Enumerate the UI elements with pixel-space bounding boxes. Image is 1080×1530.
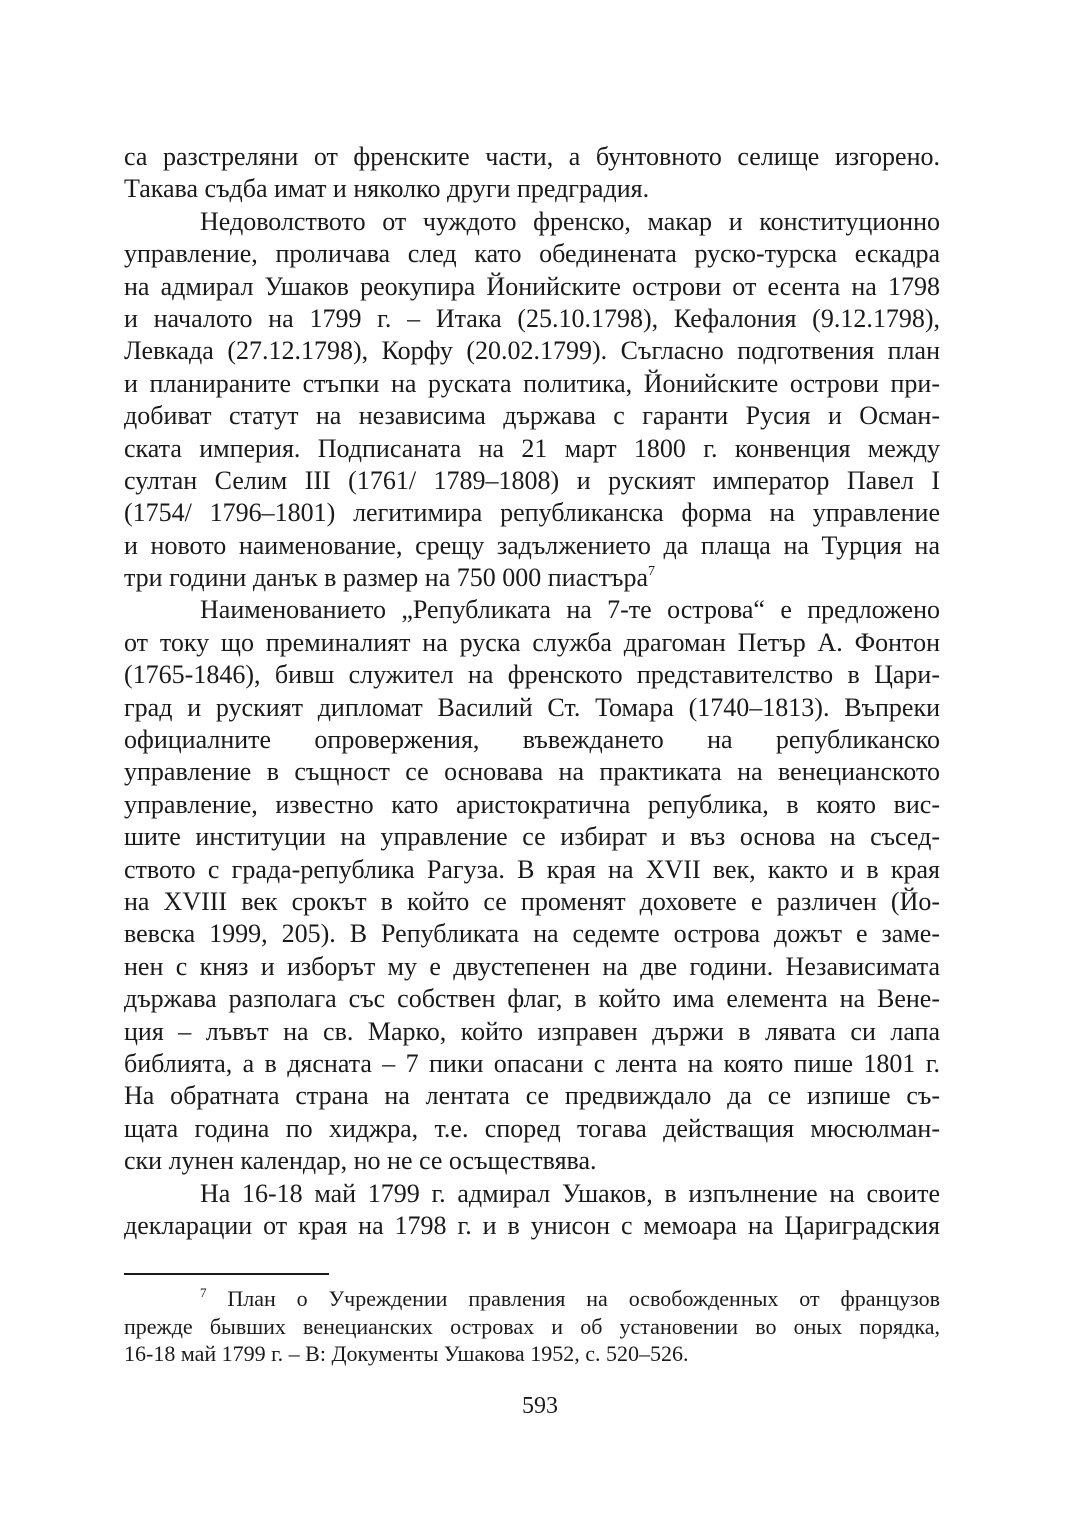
text-line: на XVIII век срокът в който се променят доховете е различен (Йо-	[124, 886, 940, 916]
text-line: нен с княз и изборът му е двустепенен на две години. Независимата	[124, 951, 940, 981]
text-line: (1754/ 1796–1801) легитимира републиканска форма на управление	[124, 498, 940, 528]
text-line: град и руският дипломат Василий Ст. Томара (1740–1813). Въпреки	[124, 692, 940, 722]
text-line: държава разполага със собствен флаг, в който има елемента на Вене-	[124, 984, 940, 1014]
text-line: и началото на 1799 г. – Итака (25.10.1798), Кефалония (9.12.1798),	[124, 303, 940, 333]
text-line: на адмирал Ушаков реокупира Йонийските острови от есента на 1798	[124, 271, 940, 301]
text-line: и новото наименование, срещу задължението да плаща на Турция на	[124, 530, 940, 560]
footnote-marker: 7	[200, 1285, 207, 1300]
text-line: добиват статут на независима държава с гаранти Русия и Осман-	[124, 401, 940, 431]
footnote-line	[124, 1285, 940, 1313]
text-line: султан Селим III (1761/ 1789–1808) и руският император Павел I	[124, 465, 940, 495]
footnote-divider	[124, 1273, 329, 1275]
text-line: (1765-1846), бивш служител на френското представителство в Цари-	[124, 660, 940, 690]
footnote-line: 16-18 май 1799 г. – В: Документы Ушакова 1952, с. 520–526.	[124, 1341, 689, 1366]
page-number: 593	[522, 1393, 558, 1419]
text-line-with-footnote	[124, 562, 940, 594]
text-line: На обратната страна на лентата се предвиждало да се изпише съ-	[124, 1081, 940, 1111]
text-line: ция – лъвът на св. Марко, който изправен държи в лявата си лапа	[124, 1016, 940, 1046]
footnote-line: прежде бывших венецианских островах и об установении во оных порядка,	[124, 1313, 940, 1339]
text-line: вевска 1999, 205). В Републиката на седемте острова дожът е заме-	[124, 919, 940, 949]
text-line: официалните опровержения, въвеждането на републиканско	[124, 725, 940, 755]
text-line: библията, а в дясната – 7 пики опасани с лента на която пише 1801 г.	[124, 1048, 940, 1078]
main-text	[124, 141, 940, 1242]
text-line: ски лунен календар, но не се осъществява.	[124, 1146, 597, 1176]
footnote-text: План о Учреждении правления на освобожденных от французов	[227, 1286, 940, 1311]
text-line: шите институции на управление се избират и въз основа на съсед-	[124, 822, 940, 852]
text-line: управление, известно като аристократична република, в която вис-	[124, 789, 940, 819]
text-line: декларации от края на 1798 г. и в унисон с мемоара на Цариградския	[124, 1210, 940, 1240]
text-line: управление, проличава след като обединената руско-турска ескадра	[124, 239, 940, 269]
text-line: ството с града-република Рагуза. В края на XVII век, както и в края	[124, 854, 940, 884]
paragraph-start: На 16-18 май 1799 г. адмирал Ушаков, в изпълнение на своите	[200, 1178, 940, 1208]
footnote-reference[interactable]: 7	[648, 564, 656, 580]
paragraph-start: Недоволството от чуждото френско, макар и конституционно	[200, 206, 940, 236]
paragraph-start: Наименованието „Републиката на 7-те острова“ е предложено	[200, 595, 940, 625]
text-line: Такава съдба имат и няколко други предградия.	[124, 174, 650, 204]
text-line-content: три години данък в размер на 750 000 пиастъра	[124, 563, 649, 593]
text-line: щата година по хиджра, т.е. според тогава действащия мюсюлман-	[124, 1113, 940, 1143]
text-line: ската империя. Подписаната на 21 март 1800 г. конвенция между	[124, 433, 940, 463]
text-line: са разстреляни от френските части, а бунтовното селище изгорено.	[124, 142, 940, 171]
footnote	[124, 1285, 940, 1368]
text-line: и планираните стъпки на руската политика, Йонийските острови при-	[124, 368, 940, 398]
text-line: от току що преминалият на руска служба драгоман Петър А. Фонтон	[124, 627, 940, 657]
text-line: управление в същност се основава на практиката на венецианското	[124, 757, 940, 787]
text-line: Левкада (27.12.1798), Корфу (20.02.1799). Съгласно подготвения план	[124, 336, 940, 366]
